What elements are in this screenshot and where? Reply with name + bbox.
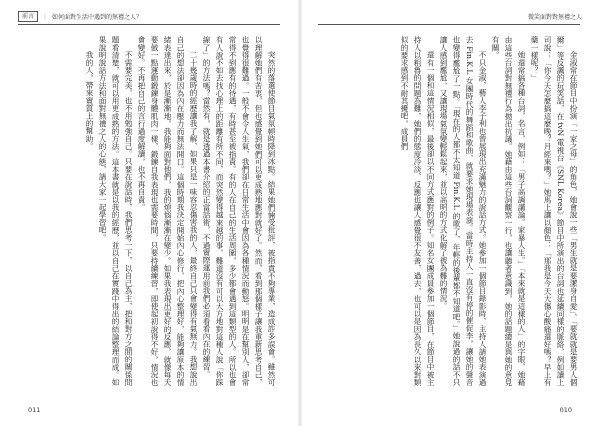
paragraph: 她還常搞各種台詞，名言，例如：「男子高調講論。家暴人生。」「本來就是這樣的人」的字眼，她藉由這些台詞對無禮行為拋出抗議。她藉由這些台詞觀察一行，也讓聽者意識到，她的話題總是與她的意見有關。 <box>491 36 526 386</box>
paragraph: 我的人，帶來實質上的幫助。 <box>85 51 94 150</box>
section-label: 前言 <box>18 11 38 22</box>
paragraph: 不需要完美，也不用勉強自己。只要在說話時，我們思考一下，以自己為主，把和對方之間的關係問題看清楚，就可以用更成熟的方法。這本書就是以我的經歷，並以自己在實踐中得出的結論整理而成。如果說明說話方法和面對無禮之人的心態，請大家一起學習吧。 <box>98 36 133 386</box>
right-running-header <box>528 10 582 22</box>
paragraph: 不只金淑，藝人李子利也曾展現出充滿魅力的說話方式。她參加一個節目錄影時，主持人請她表演過去 Fin.K.L 女團時代的舞蹈和歌曲，就要求她現場表演。當時主持人一直沒有停的催促李，讓她的聲音也變得尷尬了一點。「現在的人都不太知道 Fin.K.L 的歌了，年輕的後輩都不知道吧。」她說過的話不只讓人感到尷尬，又讓現場氣氛變輕鬆起來，並以高明的方式化解了被為難的情況。 <box>439 36 487 386</box>
left-header-title: 如何面對生活中遇到的無禮之人？ <box>52 13 143 21</box>
paragraph: 還有一個和這情況相似，最後卻以不同方式應對的例子。知名女團成員參加一個節目，在節目中被主持人以粗魯的問題為難，她們的態度冷淡、反應也讓人感覺很不友善，過去，也可以是因為長久以來對類似的要求感到不耐其擾吧，成員們 <box>400 36 435 386</box>
left-header-rule <box>18 24 280 25</box>
paragraph: 突然的落選使節目氣氛頓時降到冰點。結果她們倆受批評，被指責不夠專業，造成許多誤會。雖然可以理解她們有苦衷，但也感覺到她們可以更成熟地應對就好了。然而，看到那個樣子讓我重新思考自己，也覺得很難過。一般不會令人生氣，我們卻在日常生活中會因為各種情況而動怒。明明是在幫別人，卻常常得不到應有的待遇，有時甚至被指責。有的人在自己的生活周圍，多少都會遇到這類型的人。所以也會有人說不如去找心理上的距離有所不同，而突然變得越來越的事，難道沒有可以大方地對這種人說「你踩線了」的方法嗎？當然有，就是透過本書介紹的正當話術，不過實際運用前我們必須看看內在的練習。 <box>202 36 276 386</box>
paragraph: 金淑常在節目中扮演「一家之母」的角色，她會說一些「男生就是要潔身自愛」、「要就就是要男人個爾」等反諷的玩笑話，在 tvN 電視台《SNL Korea》節目中所演出的台詞也延續同樣的脈絡，例如讀上司說：「你今天怎麼搞這麼晚？月經來嗎？」她馬上讓以顏色：「那我是今天大傷心酸痛還好嗎？早上有藥一樣呢？」 <box>530 36 578 386</box>
right-body-text <box>322 36 580 386</box>
right-header-rule <box>318 24 580 25</box>
left-running-header <box>18 10 142 22</box>
paragraph: 二十幾歲時的經歷讓我了解，如果只是一味容忍傷害我的人，最終自己只會變得有氣無力。我想說出自己的想法卻因為內在壓力而無法開口。這個時期我決定開始內心修行，把內心整理好，能夠讓原本的情緒表達出來，於是漸漸地，我能夠面對他們，我的煩惱漸漸在變少。如果我表現出更好的反應，就像每天要做一點運動鍛鍊身體肌肉一樣，鍛鍊自我表現也需要時間，只要持續練習，即使起初說得不好，情況也會變好。不再把自己的言行過度解讀，也不再自責。 <box>137 36 198 386</box>
right-header-title: 微笑面對對無禮之人 <box>527 13 582 21</box>
left-body-text <box>32 36 278 386</box>
left-page-number: 011 <box>28 406 41 414</box>
right-page <box>300 0 600 426</box>
right-page-number: 010 <box>559 406 572 414</box>
header-separator: ｜ <box>42 13 49 21</box>
